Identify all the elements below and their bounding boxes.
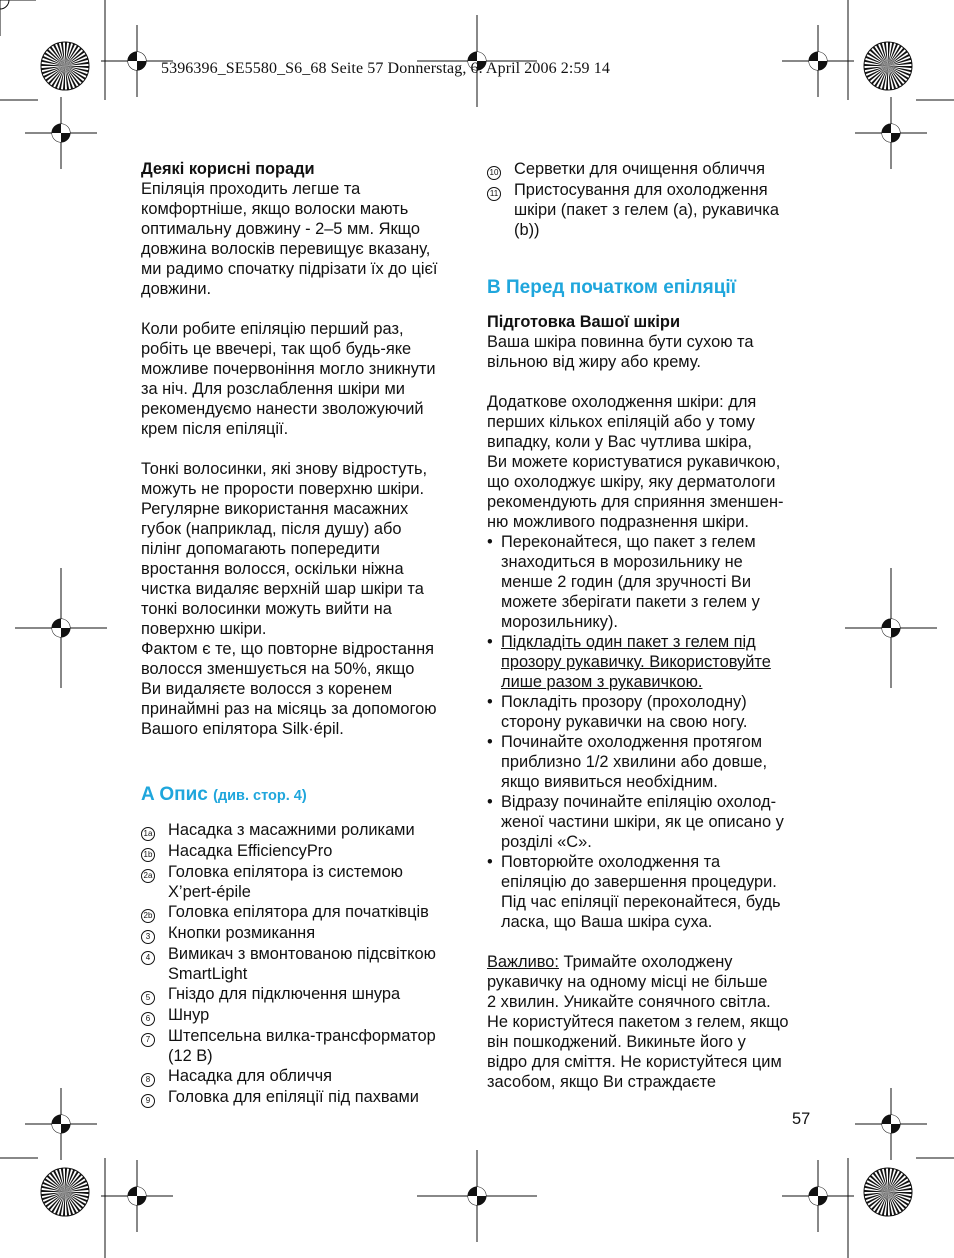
text-line: Регулярне використання масажних xyxy=(141,500,409,518)
list-item xyxy=(487,180,817,240)
item-number: 8 xyxy=(141,1073,155,1087)
left-column xyxy=(141,159,476,1108)
text-line: вільною від жиру або крему. xyxy=(487,353,701,371)
bullet-line: епіляцію до завершення процедури. xyxy=(501,873,777,891)
text-line: довжини. xyxy=(141,280,212,298)
prep-bullets xyxy=(487,532,817,932)
tips-heading: Деякі корисні поради xyxy=(141,160,315,178)
section-b-title xyxy=(487,276,817,300)
bullet-item xyxy=(487,732,817,792)
bullet-line: Повторюйте охолодження та xyxy=(501,853,721,871)
item-number: 1b xyxy=(141,848,155,862)
starburst-bottom-left xyxy=(41,1168,89,1216)
list-item xyxy=(141,862,476,902)
text-line: принаймні раз на місяць за допомогою xyxy=(141,700,437,718)
item-line: Головка для епіляції під пахвами xyxy=(168,1088,419,1106)
item-line: Гніздо для підключення шнура xyxy=(168,985,401,1003)
text-line: рекомендуємо нанести зволожуючий xyxy=(141,400,424,418)
print-slug: 5396396_SE5580_S6_68 Seite 57 Donnerstag, 6. April 2006 2:59 14 xyxy=(161,60,610,77)
item-number: 10 xyxy=(487,166,501,180)
text-line: ми радимо спочатку підрізати їх до цієї xyxy=(141,260,438,278)
starburst-top-left xyxy=(41,42,89,90)
item-line: Кнопки розмикання xyxy=(168,924,316,942)
prep-paragraph-2 xyxy=(487,392,817,532)
text-line: крем після епіляції. xyxy=(141,420,289,438)
item-line: X’pert-épile xyxy=(168,883,251,901)
tips-paragraph-2 xyxy=(141,319,476,439)
text-line: він пошкоджений. Викиньте його у xyxy=(487,1033,746,1051)
bullet-line: Починайте охолодження протягом xyxy=(501,733,763,751)
list-item xyxy=(141,984,476,1005)
bullet-line: морозильнику). xyxy=(501,613,618,631)
bullet-icon: • xyxy=(487,633,493,651)
text-line: тонкі волосинки можуть вийти на xyxy=(141,600,392,618)
item-number: 9 xyxy=(141,1094,155,1108)
text-line: Фактом є те, що повторне відростання xyxy=(141,640,434,658)
bullet-line: Переконайтеся, що пакет з гелем xyxy=(501,533,756,551)
bullet-line: ласка, що Ваша шкіра суха. xyxy=(501,913,713,931)
item-text xyxy=(168,862,403,902)
tips-paragraph-1 xyxy=(141,179,476,299)
bullet-line: женої частини шкіри, як це описано у xyxy=(501,813,784,831)
bullet-line: Покладіть прозору (прохолодну) xyxy=(501,693,747,711)
text-line: волосся зменшується на 50%, якщо xyxy=(141,660,415,678)
text-line: Вашого епілятора Silk·épil. xyxy=(141,720,344,738)
starburst-top-right xyxy=(864,42,912,90)
item-number: 11 xyxy=(487,187,501,201)
item-number: 3 xyxy=(141,930,155,944)
text-line: Коли робите епіляцію перший раз, xyxy=(141,320,404,338)
item-line: Пристосування для охолодження xyxy=(514,181,768,199)
item-line: (b)) xyxy=(514,221,540,239)
item-number: 7 xyxy=(141,1033,155,1047)
text-line: можливе почервоніння могло зникнути xyxy=(141,360,436,378)
text-line: можуть не прорости поверхню шкіри. xyxy=(141,480,425,498)
section-a-letter: A xyxy=(141,784,155,805)
item-text xyxy=(168,902,429,923)
text-line: Ви видаляєте волосся з коренем xyxy=(141,680,393,698)
bullet-line: менше 2 годин (для зручності Ви xyxy=(501,573,751,591)
item-text xyxy=(168,944,436,984)
text-line: що охолоджує шкіру, яку дерматологи xyxy=(487,473,776,491)
text-line: Ваша шкіра повинна бути сухою та xyxy=(487,333,754,351)
text-line: робіть це ввечері, так щоб будь-яке xyxy=(141,340,412,358)
item-number: 1a xyxy=(141,827,155,841)
bullet-line: розділі «C». xyxy=(501,833,592,851)
section-b-letter: B xyxy=(487,277,501,298)
list-item xyxy=(487,159,817,180)
text-line: Не користуйтеся пакетом з гелем, якщо xyxy=(487,1013,789,1031)
item-line: Вимикач з вмонтованою підсвіткою xyxy=(168,945,436,963)
parts-list xyxy=(141,820,476,1108)
text-line: пілінг допомагають попередити xyxy=(141,540,380,558)
important-label: Важливо: xyxy=(487,953,559,971)
bullet-line: сторону рукавички на свою ногу. xyxy=(501,713,748,731)
bullet-line: Підкладіть один пакет з гелем під xyxy=(501,633,756,651)
list-item xyxy=(141,1005,476,1026)
text-line: випадку, коли у Вас чутлива шкіра, xyxy=(487,433,752,451)
item-line: Серветки для очищення обличчя xyxy=(514,160,765,178)
bullet-line: можете зберігати пакети з гелем у xyxy=(501,593,760,611)
item-number: 5 xyxy=(141,991,155,1005)
bullet-icon: • xyxy=(487,733,493,751)
prep-heading: Підготовка Вашої шкіри xyxy=(487,313,681,331)
bullet-icon: • xyxy=(487,693,493,711)
parts-list-continued xyxy=(487,159,817,240)
bullet-line: Відразу починайте епіляцію охолод- xyxy=(501,793,777,811)
text-line: вростання волосся, оскільки ніжна xyxy=(141,560,404,578)
bullet-item xyxy=(487,852,817,932)
item-number: 4 xyxy=(141,951,155,965)
text-line: оптимальну довжину - 2–5 мм. Якщо xyxy=(141,220,421,238)
list-item xyxy=(141,923,476,944)
item-text xyxy=(514,159,765,180)
bullet-item xyxy=(487,792,817,852)
bullet-item xyxy=(487,692,817,732)
item-text xyxy=(168,923,315,944)
text-line: відро для сміття. Не користуйтеся цим xyxy=(487,1053,782,1071)
list-item xyxy=(141,841,476,862)
bullet-line: прозору рукавичку. Використовуйте xyxy=(501,653,771,671)
item-line: шкіри (пакет з гелем (a), рукавичка xyxy=(514,201,779,219)
section-a-ref: (див. стор. 4) xyxy=(213,788,307,804)
list-item xyxy=(141,820,476,841)
text-line: 2 хвилин. Уникайте сонячного світла. xyxy=(487,993,771,1011)
bullet-line: лише разом з рукавичкою. xyxy=(501,673,703,691)
item-line: Головка епілятора із системою xyxy=(168,863,403,881)
item-line: Насадка з масажними роликами xyxy=(168,821,415,839)
item-line: Штепсельна вилка-трансформатор xyxy=(168,1027,436,1045)
tips-paragraph-3 xyxy=(141,459,476,739)
bullet-icon: • xyxy=(487,533,493,551)
item-text xyxy=(168,1087,419,1108)
item-text xyxy=(168,841,332,862)
item-line: Насадка EfficiencyPro xyxy=(168,842,333,860)
text-line: перших кількох епіляцій або у тому xyxy=(487,413,755,431)
bullet-line: приблизно 1/2 хвилини або довше, xyxy=(501,753,768,771)
item-number: 2a xyxy=(141,869,155,883)
text-line: Додаткове охолодження шкіри: для xyxy=(487,393,757,411)
text-line: Епіляція проходить легше та xyxy=(141,180,361,198)
bullet-item xyxy=(487,532,817,632)
list-item xyxy=(141,1087,476,1108)
bullet-item xyxy=(487,632,817,692)
bullet-line: якщо виявиться необхідним. xyxy=(501,773,718,791)
right-column xyxy=(487,159,817,1092)
important-line-0: Тримайте охолоджену xyxy=(558,953,733,971)
item-line: SmartLight xyxy=(168,965,248,983)
item-text xyxy=(514,180,779,240)
item-line: Головка епілятора для початківців xyxy=(168,903,429,921)
item-line: Насадка для обличчя xyxy=(168,1067,333,1085)
text-line: поверхню шкіри. xyxy=(141,620,267,638)
text-line: рекомендують для сприяння зменшен- xyxy=(487,493,784,511)
text-line: ню можливого подразнення шкіри. xyxy=(487,513,749,531)
text-line: Тонкі волосинки, які знову відростуть, xyxy=(141,460,428,478)
item-text xyxy=(168,1066,332,1087)
list-item xyxy=(141,1066,476,1087)
item-text xyxy=(168,1005,209,1026)
bullet-icon: • xyxy=(487,853,493,871)
important-note xyxy=(487,952,817,1092)
bullet-line: Під час епіляції переконайтеся, будь xyxy=(501,893,781,911)
page-number: 57 xyxy=(792,1110,811,1128)
item-number: 2b xyxy=(141,909,155,923)
item-number: 6 xyxy=(141,1012,155,1026)
list-item xyxy=(141,902,476,923)
item-text xyxy=(168,1026,436,1066)
list-item xyxy=(141,944,476,984)
text-line: чистка видаляє верхній шар шкіри та xyxy=(141,580,424,598)
bullet-icon: • xyxy=(487,793,493,811)
text-line: за ніч. Для розслаблення шкіри ми xyxy=(141,380,405,398)
starburst-bottom-right xyxy=(864,1168,912,1216)
text-line: засобом, якщо Ви страждаєте xyxy=(487,1073,717,1091)
list-item xyxy=(141,1026,476,1066)
bullet-line: знаходиться в морозильнику не xyxy=(501,553,743,571)
item-text xyxy=(168,984,400,1005)
text-line: комфортніше, якщо волоски мають xyxy=(141,200,409,218)
text-line: рукавичку на одному місці не більше xyxy=(487,973,768,991)
text-line: Ви можете користуватися рукавичкою, xyxy=(487,453,781,471)
item-text xyxy=(168,820,415,841)
text-line: довжина волосків перевищує вказану, xyxy=(141,240,431,258)
item-line: (12 В) xyxy=(168,1047,213,1065)
item-line: Шнур xyxy=(168,1006,210,1024)
text-line: губок (наприклад, після душу) або xyxy=(141,520,402,538)
section-b-name: Перед початком епіляції xyxy=(506,277,736,298)
prep-paragraph-1 xyxy=(487,332,817,372)
section-a-title xyxy=(141,783,476,808)
section-a-name: Опис xyxy=(159,784,208,805)
important-text xyxy=(487,972,817,1092)
